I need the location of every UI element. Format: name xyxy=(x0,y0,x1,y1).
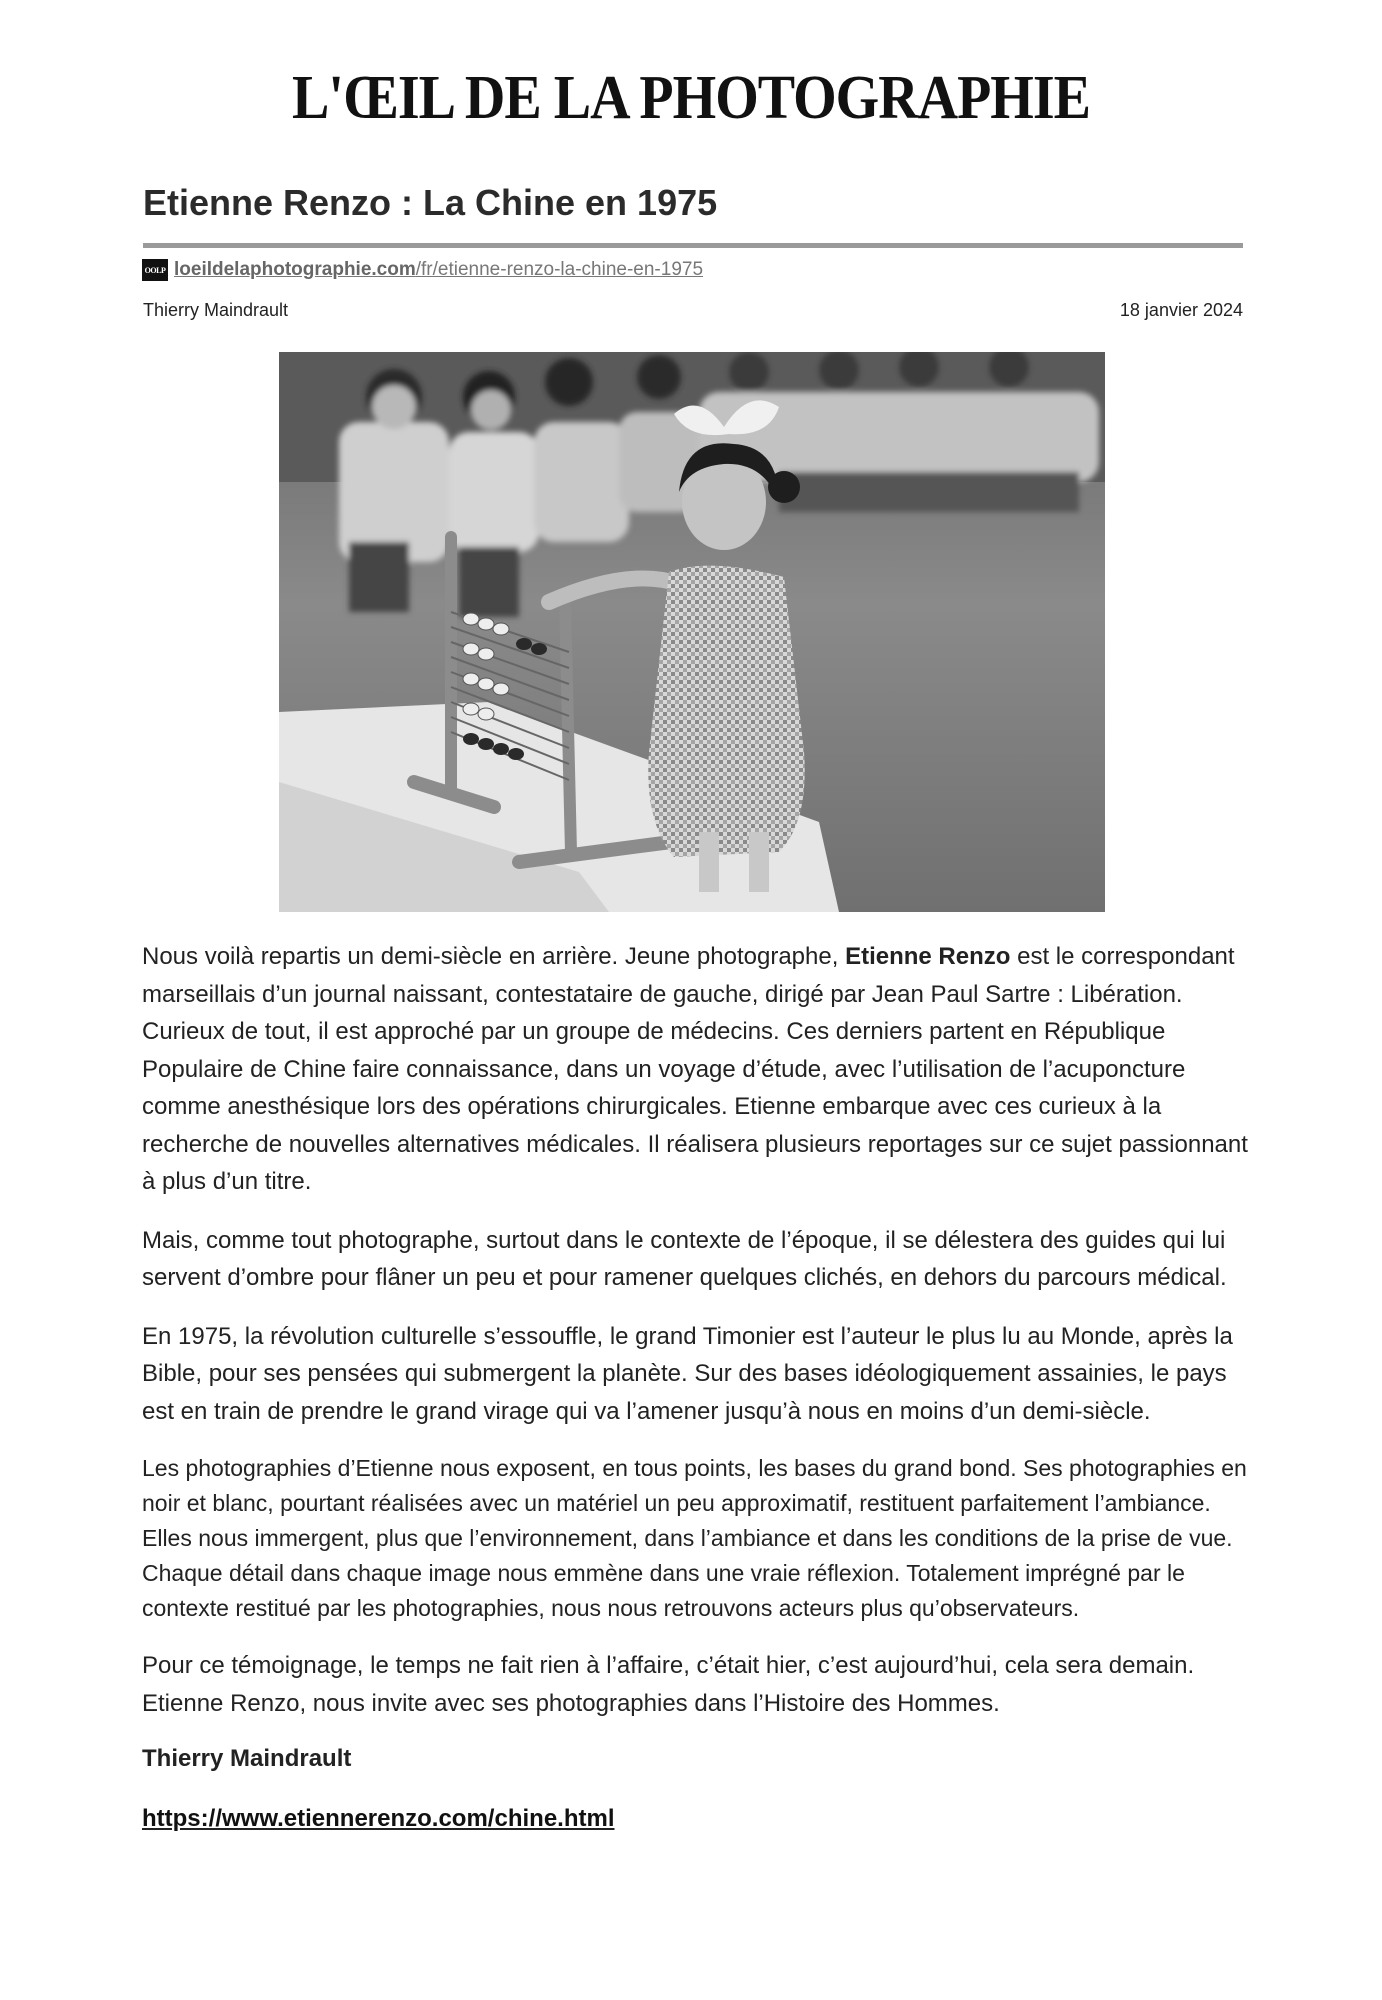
external-link[interactable] xyxy=(142,1800,1252,1838)
article-body xyxy=(142,938,1252,1837)
external-link-text[interactable]: https://www.etiennerenzo.com/chine.html xyxy=(142,1804,615,1832)
paragraph-2: Mais, comme tout photographe, surtout dans le contexte de l’époque, il se délestera des guides qui lui servent d’ombre pour flâner un peu et pour ramener quelques clichés, en dehors du parcours médical. xyxy=(142,1226,1227,1291)
paragraph-5: Pour ce témoignage, le temps ne fait rien à l’affaire, c’était hier, c’est aujourd’hui, cela sera demain. Etienne Renzo, nous invite avec ses photographies dans l’Histoire des Hommes. xyxy=(142,1652,1195,1717)
source-path: /fr/etienne-renzo-la-chine-en-1975 xyxy=(415,259,704,280)
author-signature: Thierry Maindrault xyxy=(142,1745,352,1772)
paragraph-3: En 1975, la révolution culturelle s’essouffle, le grand Timonier est l’auteur le plus lu au Monde, après la Bible, pour ses pensées qui submergent la planète. Sur des bases idéologiquement assainies, le pays est en train de prendre le grand virage qui va l’amener jusqu’à nous en moins d’un demi-siècle. xyxy=(142,1322,1233,1425)
article-meta xyxy=(143,300,1243,321)
article-photo xyxy=(279,352,1105,912)
title-divider xyxy=(143,243,1243,248)
site-favicon-icon: OOLP xyxy=(142,259,168,281)
paragraph-1: Nous voilà repartis un demi-siècle en arrière. Jeune photographe, Etienne Renzo est le correspondant marseillais d’un journal naissant, contestataire de gauche, dirigé par Jean Paul Sartre : Libération. Curieux de tout, il est approché par un groupe de médecins. Ces derniers partent en République Populaire de Chine faire connaissance, dans un voyage d’étude, avec l’utilisation de l’acuponcture comme anesthésique lors des opérations chirurgicales. Etienne embarque avec ces curieux à la recherche de nouvelles alternatives médicales. Il réalisera plusieurs reportages sur ce sujet passionnant à plus d’un titre. xyxy=(142,943,1248,1195)
masthead-logo: L'ŒIL DE LA PHOTOGRAPHIE xyxy=(291,63,1091,133)
author-name: Thierry Maindrault xyxy=(143,300,289,320)
source-domain: loeildelaphotographie.com xyxy=(174,259,416,280)
paragraph-4: Les photographies d’Etienne nous exposent, en tous points, les bases du grand bond. Ses photographies en noir et blanc, pourtant réalisées avec un matériel un peu approximatif, restituent parfaitement l’ambiance. Elles nous immergent, plus que l’environnement, dans l’ambiance et dans les conditions de la prise de vue. Chaque détail dans chaque image nous emmène dans une vraie réflexion. Totalement imprégné par le contexte restitué par les photographies, nous nous retrouvons acteurs plus qu’observateurs. xyxy=(142,1455,1247,1621)
source-link-row xyxy=(142,258,703,282)
article-title: Etienne Renzo : La Chine en 1975 xyxy=(143,182,718,223)
source-url-link[interactable] xyxy=(174,259,703,281)
photographer-name: Etienne Renzo xyxy=(845,943,1011,970)
publish-date: 18 janvier 2024 xyxy=(1119,300,1243,320)
